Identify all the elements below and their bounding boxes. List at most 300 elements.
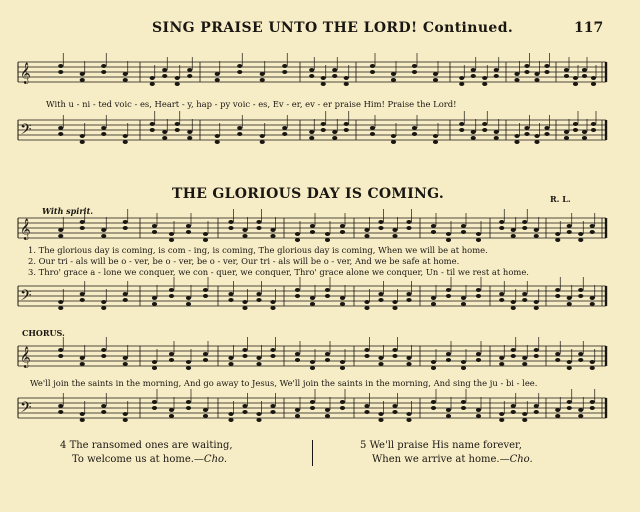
notehead bbox=[123, 226, 128, 230]
notehead bbox=[364, 306, 369, 310]
notehead bbox=[325, 408, 330, 412]
notehead bbox=[544, 126, 549, 130]
notehead bbox=[471, 68, 476, 72]
notehead bbox=[499, 226, 504, 230]
notehead bbox=[471, 130, 476, 134]
notehead bbox=[524, 126, 529, 130]
notehead bbox=[578, 294, 583, 298]
notehead bbox=[321, 76, 326, 80]
notehead bbox=[461, 296, 466, 300]
notehead bbox=[461, 360, 466, 364]
notehead bbox=[476, 232, 481, 236]
notehead bbox=[499, 298, 504, 302]
notehead bbox=[101, 64, 106, 68]
notehead bbox=[295, 232, 300, 236]
notehead bbox=[344, 76, 349, 80]
notehead bbox=[499, 412, 504, 416]
notehead bbox=[310, 230, 315, 234]
notehead bbox=[412, 132, 417, 136]
notehead bbox=[511, 306, 516, 310]
notehead bbox=[364, 300, 369, 304]
notehead bbox=[534, 300, 539, 304]
notehead bbox=[370, 132, 375, 136]
notehead bbox=[270, 410, 275, 414]
notehead bbox=[242, 410, 247, 414]
notehead bbox=[260, 134, 265, 138]
notehead bbox=[169, 352, 174, 356]
bass-clef: 𝄢 bbox=[20, 287, 32, 308]
notehead bbox=[332, 136, 337, 140]
notehead bbox=[295, 288, 300, 292]
stanza-line: We'll praise His name forever, bbox=[369, 440, 522, 451]
notehead bbox=[431, 302, 436, 306]
notehead bbox=[446, 358, 451, 362]
notehead bbox=[364, 234, 369, 238]
notehead bbox=[511, 234, 516, 238]
notehead bbox=[431, 406, 436, 410]
notehead bbox=[203, 288, 208, 292]
notehead bbox=[494, 68, 499, 72]
notehead bbox=[175, 82, 180, 86]
notehead bbox=[101, 70, 106, 74]
notehead bbox=[310, 224, 315, 228]
notehead bbox=[391, 78, 396, 82]
notehead bbox=[169, 288, 174, 292]
notehead bbox=[582, 136, 587, 140]
notehead bbox=[511, 404, 516, 408]
notehead bbox=[446, 294, 451, 298]
notehead bbox=[325, 232, 330, 236]
notehead bbox=[499, 292, 504, 296]
verse-1-lyrics: 1. The glorious day is coming, is com - ing, is coming, The glorious day is coming, When we will be at home. bbox=[28, 245, 488, 255]
notehead bbox=[203, 352, 208, 356]
notehead bbox=[80, 418, 85, 422]
notehead bbox=[242, 404, 247, 408]
notehead bbox=[228, 226, 233, 230]
notehead bbox=[431, 224, 436, 228]
notehead bbox=[578, 288, 583, 292]
notehead bbox=[150, 76, 155, 80]
notehead bbox=[169, 358, 174, 362]
notehead bbox=[392, 306, 397, 310]
notehead bbox=[482, 82, 487, 86]
notehead bbox=[459, 76, 464, 80]
notehead bbox=[270, 306, 275, 310]
notehead bbox=[524, 132, 529, 136]
notehead bbox=[364, 354, 369, 358]
notehead bbox=[482, 128, 487, 132]
stanza-line: To welcome us at home. bbox=[72, 454, 194, 465]
notehead bbox=[175, 76, 180, 80]
notehead bbox=[123, 140, 128, 144]
notehead bbox=[534, 306, 539, 310]
notehead bbox=[412, 64, 417, 68]
notehead bbox=[58, 70, 63, 74]
notehead bbox=[228, 292, 233, 296]
notehead bbox=[573, 128, 578, 132]
notehead bbox=[332, 74, 337, 78]
notehead bbox=[590, 230, 595, 234]
notehead bbox=[332, 68, 337, 72]
notehead bbox=[203, 414, 208, 418]
notehead bbox=[242, 354, 247, 358]
notehead bbox=[321, 82, 326, 86]
notehead bbox=[406, 362, 411, 366]
notehead bbox=[567, 230, 572, 234]
notehead bbox=[332, 130, 337, 134]
notehead bbox=[162, 74, 167, 78]
notehead bbox=[564, 136, 569, 140]
notehead bbox=[567, 302, 572, 306]
notehead bbox=[175, 128, 180, 132]
notehead bbox=[270, 234, 275, 238]
notehead bbox=[378, 356, 383, 360]
notehead bbox=[494, 74, 499, 78]
notehead bbox=[228, 418, 233, 422]
notehead bbox=[573, 82, 578, 86]
notehead bbox=[344, 122, 349, 126]
notehead bbox=[101, 354, 106, 358]
notehead bbox=[578, 232, 583, 236]
notehead bbox=[256, 412, 261, 416]
notehead bbox=[514, 134, 519, 138]
notehead bbox=[175, 122, 180, 126]
notehead bbox=[431, 296, 436, 300]
notehead bbox=[256, 226, 261, 230]
notehead bbox=[392, 234, 397, 238]
notehead bbox=[555, 288, 560, 292]
notehead bbox=[260, 78, 265, 82]
notehead bbox=[511, 354, 516, 358]
notehead bbox=[590, 400, 595, 404]
notehead bbox=[270, 404, 275, 408]
notehead bbox=[591, 128, 596, 132]
notehead bbox=[237, 64, 242, 68]
notehead bbox=[544, 70, 549, 74]
notehead bbox=[433, 78, 438, 82]
tempo-marking: With spirit. bbox=[42, 206, 94, 216]
notehead bbox=[446, 414, 451, 418]
notehead bbox=[215, 140, 220, 144]
notehead bbox=[186, 360, 191, 364]
notehead bbox=[567, 360, 572, 364]
notehead bbox=[461, 406, 466, 410]
notehead bbox=[295, 352, 300, 356]
notehead bbox=[169, 414, 174, 418]
notehead bbox=[555, 414, 560, 418]
notehead bbox=[101, 132, 106, 136]
notehead bbox=[260, 72, 265, 76]
notehead bbox=[237, 126, 242, 130]
notehead bbox=[321, 122, 326, 126]
notehead bbox=[461, 224, 466, 228]
notehead bbox=[58, 64, 63, 68]
notehead bbox=[203, 238, 208, 242]
notehead bbox=[325, 288, 330, 292]
notehead bbox=[80, 356, 85, 360]
notehead bbox=[58, 348, 63, 352]
notehead bbox=[80, 134, 85, 138]
notehead bbox=[58, 234, 63, 238]
notehead bbox=[58, 300, 63, 304]
notehead bbox=[295, 294, 300, 298]
notehead bbox=[446, 408, 451, 412]
notehead bbox=[459, 128, 464, 132]
notehead bbox=[152, 400, 157, 404]
column-divider bbox=[312, 440, 313, 466]
notehead bbox=[564, 74, 569, 78]
notehead bbox=[228, 362, 233, 366]
notehead bbox=[162, 136, 167, 140]
notehead bbox=[461, 230, 466, 234]
notehead bbox=[123, 362, 128, 366]
notehead bbox=[152, 296, 157, 300]
notehead bbox=[534, 72, 539, 76]
notehead bbox=[446, 238, 451, 242]
notehead bbox=[123, 220, 128, 224]
notehead bbox=[80, 362, 85, 366]
notehead bbox=[471, 136, 476, 140]
stanza-line: The ransomed ones are waiting, bbox=[69, 440, 233, 451]
notehead bbox=[391, 72, 396, 76]
verse-3-lyrics: 3. Thro' grace a - lone we conquer, we con - quer, we conquer, Thro' grace alone we conquer, Un - til we rest at home. bbox=[28, 267, 529, 277]
notehead bbox=[590, 360, 595, 364]
notehead bbox=[169, 232, 174, 236]
notehead bbox=[169, 294, 174, 298]
notehead bbox=[80, 72, 85, 76]
notehead bbox=[340, 230, 345, 234]
notehead bbox=[514, 72, 519, 76]
notehead bbox=[325, 294, 330, 298]
notehead bbox=[534, 234, 539, 238]
notehead bbox=[522, 412, 527, 416]
notehead bbox=[215, 78, 220, 82]
notehead bbox=[378, 298, 383, 302]
notehead bbox=[310, 360, 315, 364]
notehead bbox=[203, 358, 208, 362]
notehead bbox=[295, 414, 300, 418]
notehead bbox=[582, 68, 587, 72]
notehead bbox=[446, 232, 451, 236]
notehead bbox=[578, 408, 583, 412]
notehead bbox=[242, 300, 247, 304]
notehead bbox=[378, 226, 383, 230]
notehead bbox=[321, 128, 326, 132]
notehead bbox=[522, 226, 527, 230]
notehead bbox=[564, 130, 569, 134]
notehead bbox=[406, 220, 411, 224]
notehead bbox=[406, 356, 411, 360]
verse-2-lyrics: 2. Our tri - als will be o - ver, be o - ver, be o - ver, Our tri - als will be o - ver, And we be safe at home. bbox=[28, 256, 460, 266]
notehead bbox=[406, 292, 411, 296]
notehead bbox=[567, 406, 572, 410]
notehead bbox=[412, 70, 417, 74]
notehead bbox=[591, 76, 596, 80]
stanza-number: 5 bbox=[360, 440, 367, 451]
notehead bbox=[364, 404, 369, 408]
notehead bbox=[101, 228, 106, 232]
notehead bbox=[555, 358, 560, 362]
notehead bbox=[378, 220, 383, 224]
notehead bbox=[392, 228, 397, 232]
notehead bbox=[80, 226, 85, 230]
notehead bbox=[123, 298, 128, 302]
notehead bbox=[310, 400, 315, 404]
notehead bbox=[567, 296, 572, 300]
notehead bbox=[459, 82, 464, 86]
notehead bbox=[203, 232, 208, 236]
notehead bbox=[203, 294, 208, 298]
notehead bbox=[476, 238, 481, 242]
notehead bbox=[270, 354, 275, 358]
notehead bbox=[544, 132, 549, 136]
notehead bbox=[534, 404, 539, 408]
notehead bbox=[101, 234, 106, 238]
notehead bbox=[378, 418, 383, 422]
notehead bbox=[511, 300, 516, 304]
notehead bbox=[590, 224, 595, 228]
notehead bbox=[58, 132, 63, 136]
notehead bbox=[325, 358, 330, 362]
notehead bbox=[101, 404, 106, 408]
notehead bbox=[58, 126, 63, 130]
chorus-label: CHORUS. bbox=[22, 328, 65, 338]
notehead bbox=[187, 74, 192, 78]
notehead bbox=[406, 418, 411, 422]
notehead bbox=[101, 306, 106, 310]
notehead bbox=[590, 406, 595, 410]
notehead bbox=[534, 140, 539, 144]
hymn-title: THE GLORIOUS DAY IS COMING. bbox=[172, 186, 445, 202]
notehead bbox=[578, 352, 583, 356]
notehead bbox=[534, 410, 539, 414]
notehead bbox=[534, 228, 539, 232]
notehead bbox=[370, 126, 375, 130]
notehead bbox=[514, 140, 519, 144]
notehead bbox=[295, 238, 300, 242]
notehead bbox=[340, 296, 345, 300]
notehead bbox=[499, 418, 504, 422]
notehead bbox=[150, 128, 155, 132]
notehead bbox=[364, 228, 369, 232]
stanza-5 bbox=[360, 439, 533, 467]
notehead bbox=[80, 292, 85, 296]
notehead bbox=[534, 354, 539, 358]
chorus-cue: —Cho. bbox=[499, 454, 533, 465]
notehead bbox=[431, 230, 436, 234]
notehead bbox=[522, 356, 527, 360]
notehead bbox=[295, 358, 300, 362]
bass-clef: 𝄢 bbox=[20, 121, 32, 142]
notehead bbox=[392, 300, 397, 304]
notehead bbox=[58, 404, 63, 408]
notehead bbox=[459, 122, 464, 126]
notehead bbox=[476, 288, 481, 292]
notehead bbox=[80, 298, 85, 302]
notehead bbox=[499, 220, 504, 224]
notehead bbox=[152, 224, 157, 228]
notehead bbox=[282, 132, 287, 136]
notehead bbox=[364, 410, 369, 414]
notehead bbox=[152, 406, 157, 410]
notehead bbox=[228, 356, 233, 360]
notehead bbox=[406, 298, 411, 302]
notehead bbox=[482, 76, 487, 80]
hymn-attribution: R. L. bbox=[550, 194, 571, 204]
notehead bbox=[412, 126, 417, 130]
notehead bbox=[340, 406, 345, 410]
chorus-lyrics: We'll join the saints in the morning, And go away to Jesus, We'll join the saints in the morning, And sing the ju - bi - lee. bbox=[30, 378, 538, 388]
notehead bbox=[590, 302, 595, 306]
notehead bbox=[186, 296, 191, 300]
notehead bbox=[282, 70, 287, 74]
notehead bbox=[256, 356, 261, 360]
notehead bbox=[186, 224, 191, 228]
notehead bbox=[152, 302, 157, 306]
bass-clef: 𝄢 bbox=[20, 399, 32, 420]
notehead bbox=[564, 68, 569, 72]
notehead bbox=[256, 292, 261, 296]
notehead bbox=[123, 292, 128, 296]
treble-clef: 𝄞 bbox=[20, 63, 31, 84]
notehead bbox=[344, 128, 349, 132]
notehead bbox=[431, 400, 436, 404]
notehead bbox=[242, 234, 247, 238]
notehead bbox=[534, 348, 539, 352]
notehead bbox=[555, 408, 560, 412]
notehead bbox=[344, 82, 349, 86]
notehead bbox=[282, 64, 287, 68]
notehead bbox=[186, 406, 191, 410]
notehead bbox=[123, 412, 128, 416]
notehead bbox=[270, 300, 275, 304]
notehead bbox=[80, 412, 85, 416]
notehead bbox=[392, 354, 397, 358]
notehead bbox=[340, 224, 345, 228]
notehead bbox=[511, 410, 516, 414]
notehead bbox=[242, 228, 247, 232]
notehead bbox=[534, 134, 539, 138]
notehead bbox=[186, 230, 191, 234]
notehead bbox=[392, 404, 397, 408]
notehead bbox=[80, 140, 85, 144]
notehead bbox=[494, 136, 499, 140]
notehead bbox=[461, 400, 466, 404]
notehead bbox=[260, 140, 265, 144]
notehead bbox=[123, 418, 128, 422]
notehead bbox=[433, 140, 438, 144]
notehead bbox=[433, 72, 438, 76]
notehead bbox=[582, 74, 587, 78]
notehead bbox=[590, 296, 595, 300]
notehead bbox=[555, 352, 560, 356]
notehead bbox=[58, 354, 63, 358]
stanza-4 bbox=[60, 439, 233, 467]
stanza-line: When we arrive at home. bbox=[372, 454, 500, 465]
notehead bbox=[461, 366, 466, 370]
notehead bbox=[325, 238, 330, 242]
notehead bbox=[340, 400, 345, 404]
notehead bbox=[524, 64, 529, 68]
notehead bbox=[582, 130, 587, 134]
notehead bbox=[256, 298, 261, 302]
notehead bbox=[378, 412, 383, 416]
notehead bbox=[433, 134, 438, 138]
notehead bbox=[123, 356, 128, 360]
notehead bbox=[325, 352, 330, 356]
notehead bbox=[370, 64, 375, 68]
notehead bbox=[309, 74, 314, 78]
